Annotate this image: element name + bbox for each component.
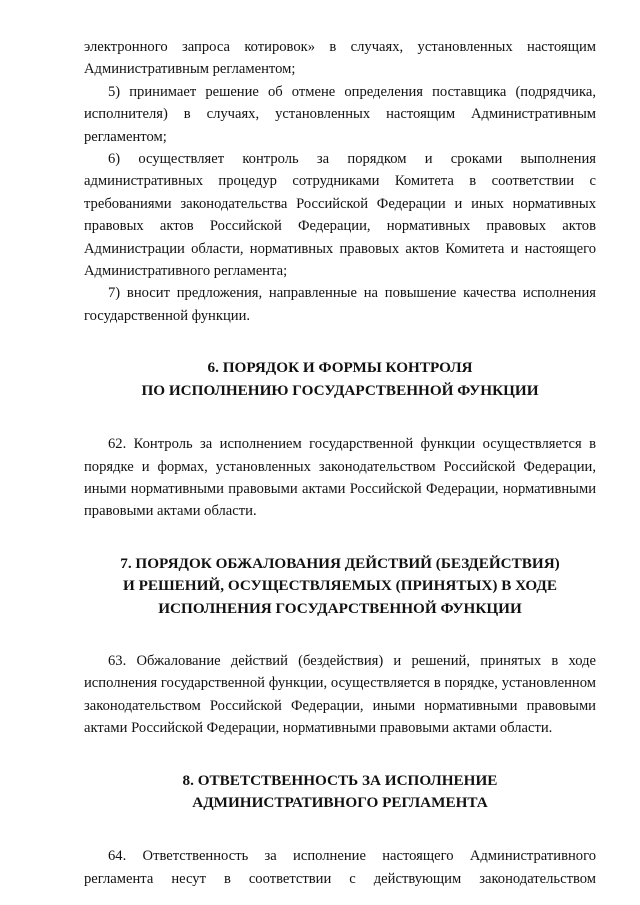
section-6-heading-line-1: 6. ПОРЯДОК И ФОРМЫ КОНТРОЛЯ (207, 359, 473, 377)
paragraph-electronic-quote: электронного запроса котировок» в случаях, установленных настоящим Административным регламентом; (84, 39, 596, 78)
paragraph-62: 62. Контроль за исполнением государственной функции осуществляется в порядке и формах, установленных законодательством Российской Федерации, иными нормативными правовыми актами Российской Федерации, нормативными правовыми актами области. (84, 436, 596, 520)
paragraph-item-7: 7) вносит предложения, направленные на повышение качества исполнения государственной функции. (84, 285, 596, 324)
section-8-heading-line-1: 8. ОТВЕТСТВЕННОСТЬ ЗА ИСПОЛНЕНИЕ (182, 771, 498, 789)
section-6-heading-line-2: ПО ИСПОЛНЕНИЮ ГОСУДАРСТВЕННОЙ ФУНКЦИИ (141, 381, 539, 399)
section-7-heading-line-1: 7. ПОРЯДОК ОБЖАЛОВАНИЯ ДЕЙСТВИЙ (БЕЗДЕЙСТВИЯ) (120, 554, 560, 572)
section-7-heading-line-2: И РЕШЕНИЙ, ОСУЩЕСТВЛЯЕМЫХ (ПРИНЯТЫХ) В ХОДЕ (122, 577, 558, 595)
paragraph-64: 64. Ответственность за исполнение настоящего Административного регламента несут в соответствии с действующим законодательством (84, 848, 596, 887)
section-7-heading-line-3: ИСПОЛНЕНИЯ ГОСУДАРСТВЕННОЙ ФУНКЦИИ (158, 599, 522, 617)
paragraph-63: 63. Обжалование действий (бездействия) и решений, принятых в ходе исполнения государственной функции, осуществляется в порядке, установленном законодательством Российской Федерации, иными нормативными правовыми актами Российской Федерации, нормативными правовыми актами области. (84, 652, 596, 737)
paragraph-item-6: 6) осуществляет контроль за порядком и сроками выполнения административных процедур сотрудниками Комитета в соответствии с требованиями законодательства Российской Федерации и иных нормативных правовых актов Российской Федерации, нормативных правовых актов Администрации области, нормативных правовых актов Комитета и настоящего Административного регламента; (84, 151, 596, 280)
document-page (84, 36, 596, 890)
section-6-heading (84, 357, 596, 402)
paragraph-item-5: 5) принимает решение об отмене определения поставщика (подрядчика, исполнителя) в случаях, установленных настоящим Административным регламентом; (84, 83, 596, 145)
section-8-heading-line-2: АДМИНИСТРАТИВНОГО РЕГЛАМЕНТА (192, 793, 488, 811)
section-8-heading (84, 770, 596, 815)
section-7-heading (84, 553, 596, 620)
